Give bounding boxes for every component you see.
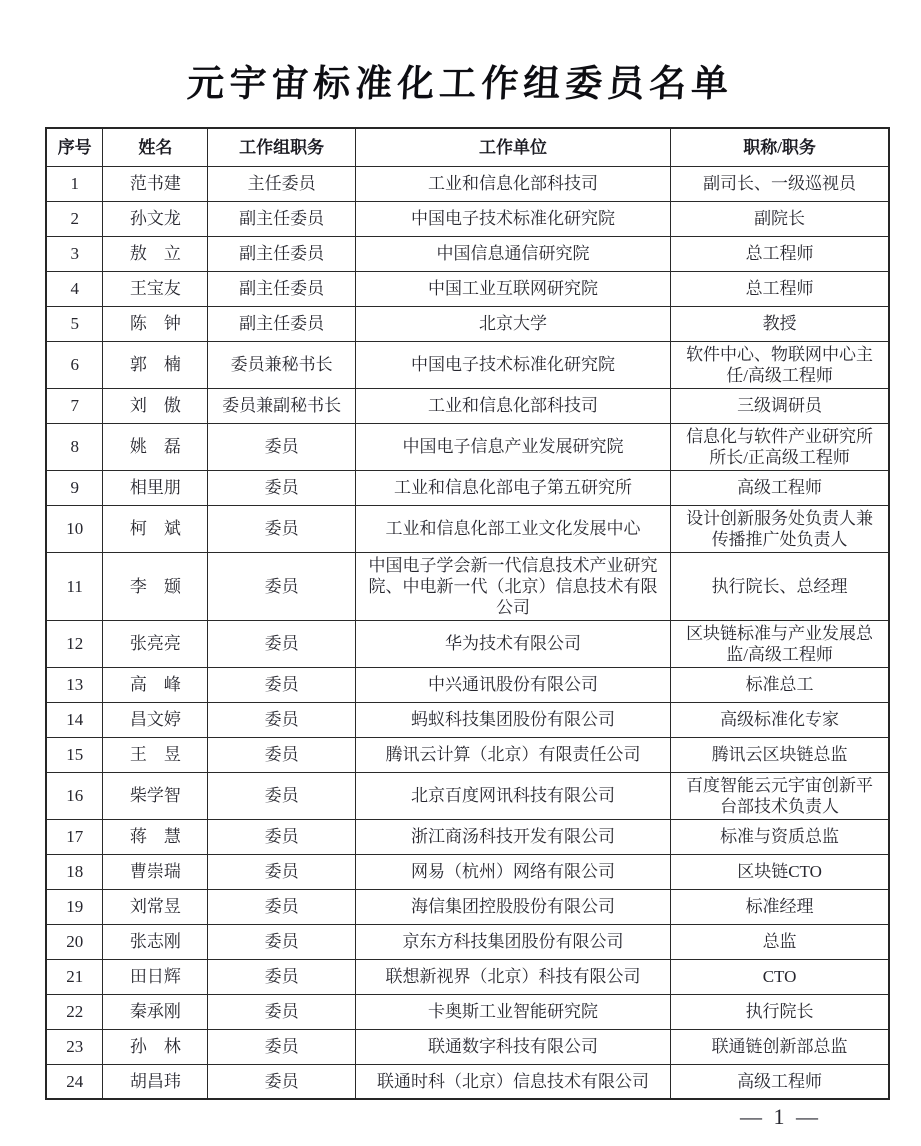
- cell-title-position: 教授: [671, 306, 889, 341]
- cell-group-position: 副主任委员: [208, 236, 356, 271]
- cell-serial-number: 22: [46, 994, 103, 1029]
- cell-name: 曹崇瑞: [103, 854, 208, 889]
- cell-group-position: 委员: [208, 994, 356, 1029]
- table-row: [46, 1029, 889, 1064]
- cell-work-unit: 卡奥斯工业智能研究院: [355, 994, 670, 1029]
- cell-name: 刘 傲: [103, 388, 208, 423]
- cell-work-unit: 中国信息通信研究院: [355, 236, 670, 271]
- cell-group-position: 委员: [208, 702, 356, 737]
- cell-serial-number: 12: [46, 620, 103, 667]
- table-row: [46, 924, 889, 959]
- cell-title-position: CTO: [671, 959, 889, 994]
- cell-serial-number: 14: [46, 702, 103, 737]
- cell-group-position: 委员: [208, 772, 356, 819]
- cell-name: 敖 立: [103, 236, 208, 271]
- cell-serial-number: 24: [46, 1064, 103, 1099]
- cell-serial-number: 9: [46, 470, 103, 505]
- table-row: [46, 667, 889, 702]
- cell-name: 相里朋: [103, 470, 208, 505]
- table-row: [46, 388, 889, 423]
- table-row: [46, 702, 889, 737]
- cell-group-position: 委员: [208, 552, 356, 620]
- cell-title-position: 总工程师: [671, 236, 889, 271]
- cell-name: 姚 磊: [103, 423, 208, 470]
- cell-title-position: 标准与资质总监: [671, 819, 889, 854]
- cell-work-unit: 中国电子信息产业发展研究院: [355, 423, 670, 470]
- cell-group-position: 委员: [208, 737, 356, 772]
- cell-group-position: 委员: [208, 1064, 356, 1099]
- table-row: [46, 889, 889, 924]
- cell-title-position: 信息化与软件产业研究所所长/正高级工程师: [671, 423, 889, 470]
- cell-serial-number: 3: [46, 236, 103, 271]
- table-row: [46, 423, 889, 470]
- cell-title-position: 三级调研员: [671, 388, 889, 423]
- cell-group-position: 委员: [208, 423, 356, 470]
- cell-work-unit: 中兴通讯股份有限公司: [355, 667, 670, 702]
- cell-serial-number: 2: [46, 201, 103, 236]
- table-row: [46, 854, 889, 889]
- cell-work-unit: 工业和信息化部电子第五研究所: [355, 470, 670, 505]
- cell-group-position: 委员: [208, 924, 356, 959]
- cell-work-unit: 北京大学: [355, 306, 670, 341]
- cell-title-position: 副司长、一级巡视员: [671, 166, 889, 201]
- page-title: 元宇宙标准化工作组委员名单: [186, 63, 735, 105]
- header-cell-name: 姓名: [103, 128, 208, 166]
- cell-group-position: 委员兼副秘书长: [208, 388, 356, 423]
- cell-title-position: 腾讯云区块链总监: [671, 737, 889, 772]
- cell-name: 秦承刚: [103, 994, 208, 1029]
- cell-work-unit: 工业和信息化部科技司: [355, 388, 670, 423]
- cell-name: 胡昌玮: [103, 1064, 208, 1099]
- cell-name: 田日辉: [103, 959, 208, 994]
- cell-work-unit: 蚂蚁科技集团股份有限公司: [355, 702, 670, 737]
- cell-title-position: 百度智能云元宇宙创新平台部技术负责人: [671, 772, 889, 819]
- cell-serial-number: 15: [46, 737, 103, 772]
- table-row: [46, 306, 889, 341]
- cell-group-position: 委员: [208, 959, 356, 994]
- table-body: [46, 166, 889, 1099]
- cell-serial-number: 13: [46, 667, 103, 702]
- cell-title-position: 总监: [671, 924, 889, 959]
- cell-serial-number: 23: [46, 1029, 103, 1064]
- cell-work-unit: 联通数字科技有限公司: [355, 1029, 670, 1064]
- cell-work-unit: 浙江商汤科技开发有限公司: [355, 819, 670, 854]
- table-row: [46, 201, 889, 236]
- cell-group-position: 委员: [208, 620, 356, 667]
- cell-title-position: 高级工程师: [671, 1064, 889, 1099]
- table-row: [46, 552, 889, 620]
- table-header: [46, 128, 889, 166]
- table-row: [46, 620, 889, 667]
- page-number: — 1 —: [740, 1104, 821, 1129]
- table-row: [46, 819, 889, 854]
- cell-serial-number: 20: [46, 924, 103, 959]
- cell-serial-number: 10: [46, 505, 103, 552]
- cell-work-unit: 联想新视界（北京）科技有限公司: [355, 959, 670, 994]
- cell-serial-number: 8: [46, 423, 103, 470]
- cell-name: 王 昱: [103, 737, 208, 772]
- cell-work-unit: 京东方科技集团股份有限公司: [355, 924, 670, 959]
- table-row: [46, 166, 889, 201]
- cell-name: 李 颋: [103, 552, 208, 620]
- cell-work-unit: 华为技术有限公司: [355, 620, 670, 667]
- cell-name: 张亮亮: [103, 620, 208, 667]
- cell-serial-number: 21: [46, 959, 103, 994]
- cell-work-unit: 中国工业互联网研究院: [355, 271, 670, 306]
- cell-group-position: 委员: [208, 854, 356, 889]
- cell-work-unit: 中国电子学会新一代信息技术产业研究院、中电新一代（北京）信息技术有限公司: [355, 552, 670, 620]
- cell-serial-number: 11: [46, 552, 103, 620]
- cell-serial-number: 4: [46, 271, 103, 306]
- header-cell-serial-number: 序号: [46, 128, 103, 166]
- table-row: [46, 994, 889, 1029]
- committee-table: [45, 127, 890, 1100]
- header-cell-work-unit: 工作单位: [355, 128, 670, 166]
- table-row: [46, 341, 889, 388]
- cell-work-unit: 海信集团控股股份有限公司: [355, 889, 670, 924]
- cell-group-position: 委员: [208, 505, 356, 552]
- cell-title-position: 区块链标准与产业发展总监/高级工程师: [671, 620, 889, 667]
- cell-serial-number: 7: [46, 388, 103, 423]
- cell-group-position: 委员兼秘书长: [208, 341, 356, 388]
- table-row: [46, 737, 889, 772]
- cell-name: 王宝友: [103, 271, 208, 306]
- cell-title-position: 区块链CTO: [671, 854, 889, 889]
- cell-work-unit: 工业和信息化部工业文化发展中心: [355, 505, 670, 552]
- cell-title-position: 副院长: [671, 201, 889, 236]
- table-row: [46, 772, 889, 819]
- cell-group-position: 委员: [208, 667, 356, 702]
- cell-name: 柴学智: [103, 772, 208, 819]
- cell-group-position: 委员: [208, 470, 356, 505]
- header-cell-title-position: 职称/职务: [671, 128, 889, 166]
- cell-group-position: 委员: [208, 889, 356, 924]
- cell-work-unit: 中国电子技术标准化研究院: [355, 341, 670, 388]
- cell-name: 蒋 慧: [103, 819, 208, 854]
- cell-title-position: 总工程师: [671, 271, 889, 306]
- cell-name: 范书建: [103, 166, 208, 201]
- cell-title-position: 软件中心、物联网中心主任/高级工程师: [671, 341, 889, 388]
- cell-group-position: 副主任委员: [208, 306, 356, 341]
- cell-title-position: 高级工程师: [671, 470, 889, 505]
- header-cell-group-position: 工作组职务: [208, 128, 356, 166]
- cell-name: 郭 楠: [103, 341, 208, 388]
- cell-work-unit: 工业和信息化部科技司: [355, 166, 670, 201]
- cell-group-position: 主任委员: [208, 166, 356, 201]
- table-row: [46, 470, 889, 505]
- table-header-row: [46, 128, 889, 166]
- table-row: [46, 236, 889, 271]
- cell-name: 张志刚: [103, 924, 208, 959]
- table-row: [46, 505, 889, 552]
- cell-group-position: 副主任委员: [208, 201, 356, 236]
- table-row: [46, 1064, 889, 1099]
- cell-work-unit: 中国电子技术标准化研究院: [355, 201, 670, 236]
- cell-title-position: 执行院长: [671, 994, 889, 1029]
- cell-serial-number: 16: [46, 772, 103, 819]
- cell-group-position: 委员: [208, 819, 356, 854]
- cell-title-position: 联通链创新部总监: [671, 1029, 889, 1064]
- cell-name: 孙 林: [103, 1029, 208, 1064]
- cell-serial-number: 1: [46, 166, 103, 201]
- table-row: [46, 271, 889, 306]
- cell-serial-number: 19: [46, 889, 103, 924]
- cell-serial-number: 5: [46, 306, 103, 341]
- cell-work-unit: 网易（杭州）网络有限公司: [355, 854, 670, 889]
- cell-title-position: 标准总工: [671, 667, 889, 702]
- cell-serial-number: 17: [46, 819, 103, 854]
- cell-serial-number: 6: [46, 341, 103, 388]
- cell-name: 高 峰: [103, 667, 208, 702]
- cell-work-unit: 联通时科（北京）信息技术有限公司: [355, 1064, 670, 1099]
- cell-group-position: 副主任委员: [208, 271, 356, 306]
- cell-work-unit: 北京百度网讯科技有限公司: [355, 772, 670, 819]
- cell-title-position: 标准经理: [671, 889, 889, 924]
- cell-name: 柯 斌: [103, 505, 208, 552]
- cell-title-position: 设计创新服务处负责人兼传播推广处负责人: [671, 505, 889, 552]
- cell-name: 昌文婷: [103, 702, 208, 737]
- cell-title-position: 高级标准化专家: [671, 702, 889, 737]
- cell-name: 刘常昱: [103, 889, 208, 924]
- cell-title-position: 执行院长、总经理: [671, 552, 889, 620]
- cell-work-unit: 腾讯云计算（北京）有限责任公司: [355, 737, 670, 772]
- cell-group-position: 委员: [208, 1029, 356, 1064]
- cell-name: 陈 钟: [103, 306, 208, 341]
- cell-serial-number: 18: [46, 854, 103, 889]
- cell-name: 孙文龙: [103, 201, 208, 236]
- table-row: [46, 959, 889, 994]
